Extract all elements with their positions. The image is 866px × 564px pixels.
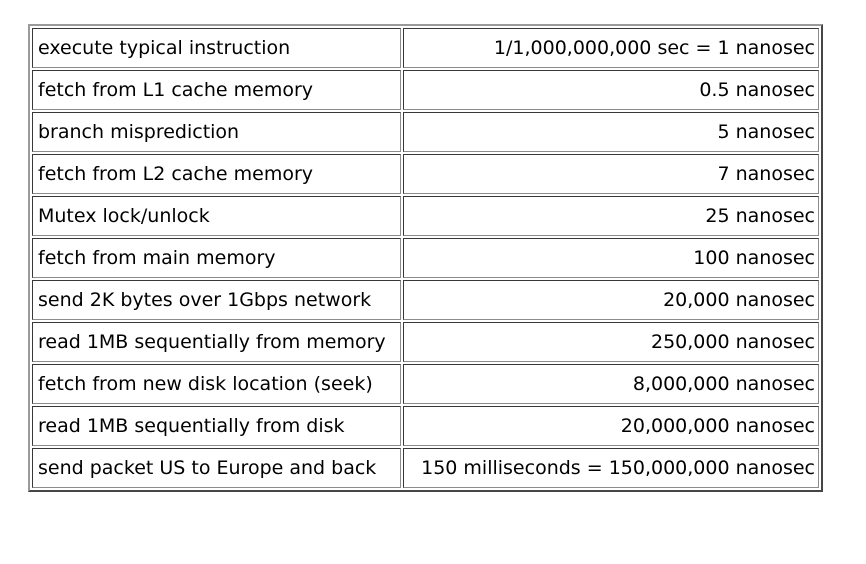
operation-cell: fetch from new disk location (seek)	[32, 364, 401, 404]
table-row	[32, 154, 819, 194]
operation-cell: read 1MB sequentially from disk	[32, 406, 401, 446]
latency-cell: 20,000 nanosec	[403, 280, 819, 320]
table-row	[32, 280, 819, 320]
table-row	[32, 28, 819, 68]
operation-cell: branch misprediction	[32, 112, 401, 152]
operation-cell: execute typical instruction	[32, 28, 401, 68]
operation-cell: fetch from L2 cache memory	[32, 154, 401, 194]
latency-cell: 100 nanosec	[403, 238, 819, 278]
table-row	[32, 364, 819, 404]
latency-cell: 8,000,000 nanosec	[403, 364, 819, 404]
table-row	[32, 238, 819, 278]
table-row	[32, 322, 819, 362]
latency-cell: 20,000,000 nanosec	[403, 406, 819, 446]
latency-cell: 250,000 nanosec	[403, 322, 819, 362]
latency-cell: 7 nanosec	[403, 154, 819, 194]
latency-cell: 0.5 nanosec	[403, 70, 819, 110]
latency-table-container	[28, 24, 823, 492]
latency-cell: 150 milliseconds = 150,000,000 nanosec	[403, 448, 819, 488]
table-row	[32, 448, 819, 488]
operation-cell: Mutex lock/unlock	[32, 196, 401, 236]
table-row	[32, 406, 819, 446]
operation-cell: send packet US to Europe and back	[32, 448, 401, 488]
operation-cell: fetch from main memory	[32, 238, 401, 278]
operation-cell: fetch from L1 cache memory	[32, 70, 401, 110]
table-row	[32, 112, 819, 152]
latency-table	[28, 24, 823, 492]
latency-cell: 1/1,000,000,000 sec = 1 nanosec	[403, 28, 819, 68]
operation-cell: read 1MB sequentially from memory	[32, 322, 401, 362]
table-row	[32, 196, 819, 236]
table-row	[32, 70, 819, 110]
latency-cell: 5 nanosec	[403, 112, 819, 152]
operation-cell: send 2K bytes over 1Gbps network	[32, 280, 401, 320]
latency-cell: 25 nanosec	[403, 196, 819, 236]
